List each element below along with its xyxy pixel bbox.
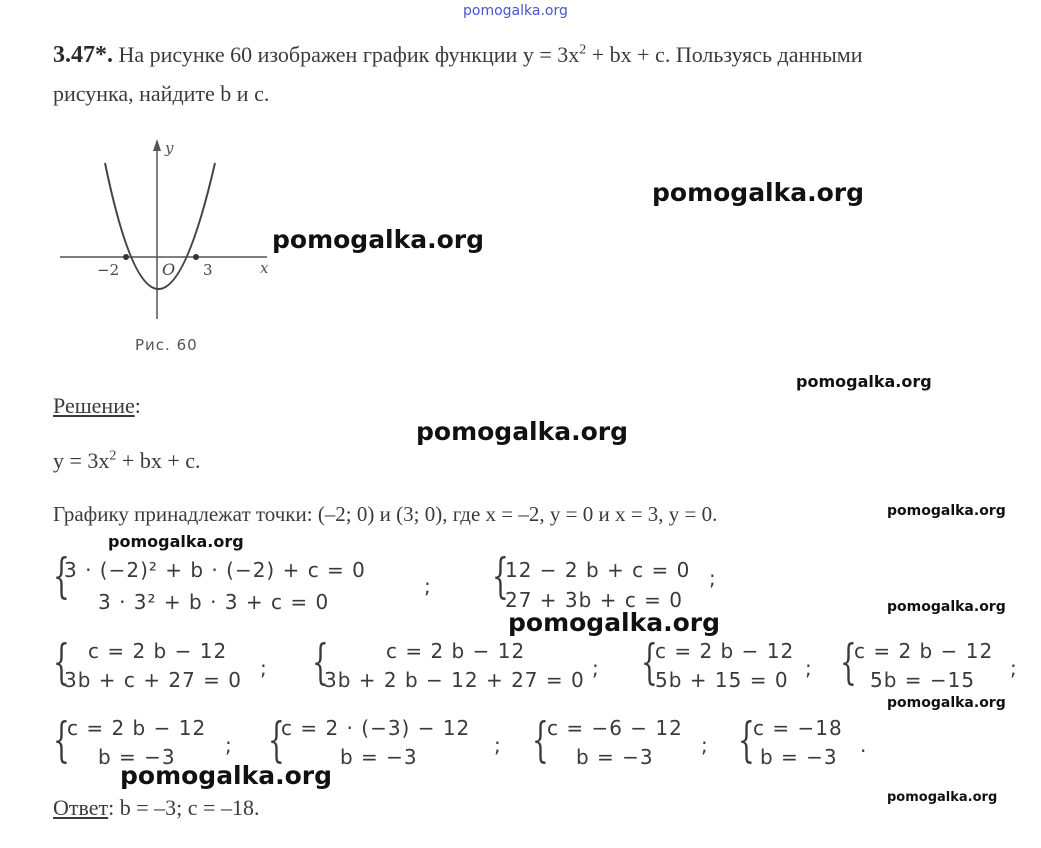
system-9-line-2: b = −3 [576, 745, 654, 769]
separator: ; [494, 733, 502, 757]
y-axis-arrow-icon [153, 139, 161, 151]
watermark: pomogalka.org [416, 417, 629, 446]
solution-heading-colon: : [134, 393, 141, 418]
end-period: . [860, 733, 868, 757]
problem-text-tail: + bx + c. Пользуясь данными [586, 42, 863, 67]
answer-line [53, 795, 259, 821]
x-axis-label: x [260, 259, 269, 277]
system-2-line-2: 27 + 3b + c = 0 [505, 588, 684, 612]
watermark: pomogalka.org [108, 532, 244, 551]
root-label-left: −2 [97, 261, 120, 279]
watermark: pomogalka.org [887, 695, 1006, 711]
separator: ; [1010, 656, 1018, 680]
system-3-line-2: 3b + c + 27 = 0 [64, 668, 243, 692]
watermark: pomogalka.org [796, 372, 932, 391]
system-4-line-1: c = 2 b − 12 [386, 639, 526, 663]
watermark: pomogalka.org [120, 761, 333, 790]
separator: ; [805, 656, 813, 680]
points-text: Графику принадлежат точки: (–2; 0) и (3; 0), где x = –2, y = 0 и x = 3, y = 0. [53, 502, 718, 526]
system-3-line-1: c = 2 b − 12 [88, 639, 228, 663]
system-1-line-2: 3 · 3² + b · 3 + c = 0 [98, 590, 330, 614]
solution-heading-label: Решение [53, 393, 135, 418]
system-7-line-1: c = 2 b − 12 [67, 716, 207, 740]
system-2-line-1: 12 − 2 b + c = 0 [505, 558, 691, 582]
system-10-line-1: c = −18 [753, 716, 843, 740]
formula-tail: + bx + c. [116, 448, 201, 473]
problem-line-1 [53, 42, 863, 69]
problem-text: На рисунке 60 изображен график функции y = 3x [118, 42, 580, 67]
system-4-line-2: 3b + 2 b − 12 + 27 = 0 [324, 668, 585, 692]
brace-icon: { [312, 634, 329, 690]
separator: ; [709, 566, 717, 590]
system-5-line-2: 5b + 15 = 0 [655, 668, 789, 692]
brace-icon: { [53, 712, 70, 768]
formula-exponent: 2 [109, 448, 117, 464]
parabola-figure [55, 135, 285, 325]
separator: ; [225, 733, 233, 757]
root-label-right: 3 [203, 261, 213, 279]
watermark: pomogalka.org [887, 599, 1006, 615]
separator: ; [424, 574, 432, 598]
system-5-line-1: c = 2 b − 12 [655, 639, 795, 663]
brace-icon: { [53, 548, 70, 604]
watermark: pomogalka.org [652, 178, 865, 207]
brace-icon: { [641, 634, 658, 690]
formula-part: y = 3x [53, 448, 110, 473]
brace-icon: { [492, 548, 509, 604]
separator: ; [701, 733, 709, 757]
origin-label: O [162, 260, 176, 279]
brace-icon: { [268, 712, 285, 768]
brace-icon: { [738, 712, 755, 768]
watermark: pomogalka.org [272, 225, 485, 254]
brace-icon: { [840, 634, 857, 690]
system-8-line-2: b = −3 [340, 745, 418, 769]
separator: ; [592, 656, 600, 680]
system-7-line-2: b = −3 [98, 745, 176, 769]
watermark: pomogalka.org [508, 608, 721, 637]
root-point-right [193, 254, 199, 260]
watermark-top: pomogalka.org [463, 3, 568, 19]
solution-formula [53, 448, 201, 474]
watermark: pomogalka.org [887, 790, 998, 805]
y-axis-label: y [165, 139, 174, 157]
brace-icon: { [53, 634, 70, 690]
answer-label: Ответ [53, 795, 109, 820]
watermark: pomogalka.org [887, 503, 1006, 519]
root-point-left [123, 254, 129, 260]
system-6-line-2: 5b = −15 [870, 668, 976, 692]
brace-icon: { [532, 712, 549, 768]
problem-number: 3.47*. [53, 42, 113, 68]
solution-heading [53, 393, 141, 419]
system-10-line-2: b = −3 [760, 745, 838, 769]
system-9-line-1: c = −6 − 12 [547, 716, 683, 740]
system-8-line-1: c = 2 · (−3) − 12 [281, 716, 471, 740]
system-6-line-1: c = 2 b − 12 [854, 639, 994, 663]
parabola-curve [105, 163, 215, 289]
exponent: 2 [579, 42, 587, 58]
system-1-line-1: 3 · (−2)² + b · (−2) + c = 0 [64, 558, 366, 582]
figure-caption: Рис. 60 [135, 336, 198, 354]
separator: ; [260, 656, 268, 680]
problem-line-2: рисунка, найдите b и c. [53, 81, 270, 106]
answer-value: : b = –3; c = –18. [108, 795, 260, 820]
